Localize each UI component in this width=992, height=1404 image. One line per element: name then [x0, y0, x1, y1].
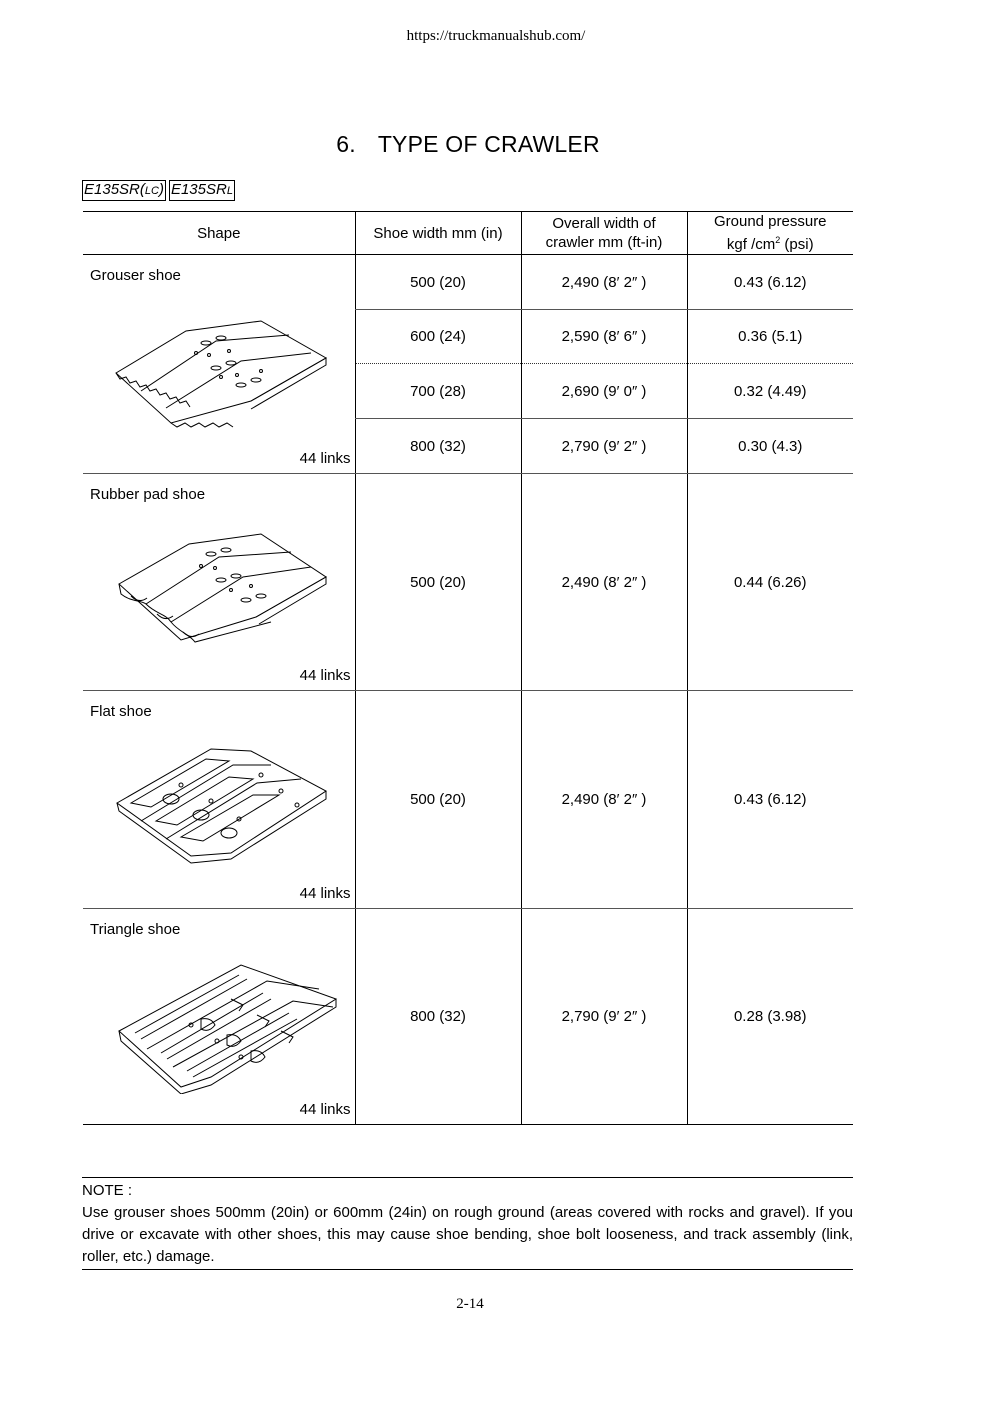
shoe-width-cell: 800 (32) — [355, 419, 521, 474]
shape-name: Triangle shoe — [90, 921, 181, 938]
shoe-width-cell: 500 (20) — [355, 255, 521, 310]
table-row — [83, 255, 853, 310]
model-badge-l: E135SRL — [169, 180, 235, 201]
header-overall-width: Overall width of crawler mm (ft-in) — [521, 212, 687, 255]
note-text: Use grouser shoes 500mm (20in) or 600mm (24in) on rough ground (areas covered with rocks and gravel). If you drive or excavate with other shoes, this may cause shoe bending, shoe bolt looseness, and track assembly (link, roller, etc.) damage. — [82, 1204, 853, 1265]
links-label: 44 links — [299, 885, 351, 902]
overall-width-cell: 2,490 (8′ 2″ ) — [521, 474, 687, 691]
flat-shoe-drawing — [111, 741, 331, 866]
shape-cell-triangle — [83, 909, 355, 1125]
model-badge-lc: E135SR(LC) — [82, 180, 166, 201]
ground-pressure-cell: 0.44 (6.26) — [687, 474, 853, 691]
header-ground-pressure: Ground pressure kgf $/cm^2$ (psi) — [687, 212, 853, 255]
model-labels — [82, 180, 238, 201]
triangle-shoe-drawing — [111, 959, 341, 1094]
crawler-table — [83, 211, 853, 1125]
overall-width-cell: 2,690 (9′ 0″ ) — [521, 364, 687, 419]
shape-cell-rubber-pad — [83, 474, 355, 691]
shoe-width-cell: 500 (20) — [355, 474, 521, 691]
shoe-width-cell: 800 (32) — [355, 909, 521, 1125]
note-label: NOTE : — [82, 1182, 133, 1199]
shape-name: Rubber pad shoe — [90, 486, 206, 503]
overall-width-cell: 2,490 (8′ 2″ ) — [521, 691, 687, 909]
table-header-row — [83, 212, 853, 255]
overall-width-cell: 2,790 (9′ 2″ ) — [521, 909, 687, 1125]
note-box — [82, 1177, 853, 1270]
header-shoe-width: Shoe width mm (in) — [355, 212, 521, 255]
shape-cell-grouser — [83, 255, 355, 474]
links-label: 44 links — [299, 667, 351, 684]
ground-pressure-cell: 0.36 (5.1) — [687, 310, 853, 364]
ground-pressure-cell: 0.28 (3.98) — [687, 909, 853, 1125]
links-label: 44 links — [299, 450, 351, 467]
ground-pressure-cell: 0.43 (6.12) — [687, 691, 853, 909]
page-title — [0, 131, 936, 158]
shape-name: Grouser shoe — [90, 267, 181, 284]
rubber-pad-shoe-drawing — [111, 522, 331, 652]
grouser-shoe-drawing — [111, 313, 331, 433]
shoe-width-cell: 600 (24) — [355, 310, 521, 364]
ground-pressure-cell: 0.30 (4.3) — [687, 419, 853, 474]
header-url: https://truckmanualshub.com/ — [406, 28, 586, 44]
overall-width-cell: 2,790 (9′ 2″ ) — [521, 419, 687, 474]
ground-pressure-cell: 0.32 (4.49) — [687, 364, 853, 419]
section-number: 6. — [336, 131, 356, 157]
overall-width-cell: 2,590 (8′ 6″ ) — [521, 310, 687, 364]
table-row — [83, 691, 853, 909]
section-title: TYPE OF CRAWLER — [377, 131, 600, 157]
overall-width-cell: 2,490 (8′ 2″ ) — [521, 255, 687, 310]
table-row — [83, 909, 853, 1125]
shoe-width-cell: 500 (20) — [355, 691, 521, 909]
page-number: 2-14 — [456, 1296, 484, 1312]
header-shape: Shape — [83, 212, 355, 255]
shape-cell-flat — [83, 691, 355, 909]
table-row — [83, 474, 853, 691]
shape-name: Flat shoe — [90, 703, 152, 720]
shoe-width-cell: 700 (28) — [355, 364, 521, 419]
links-label: 44 links — [299, 1101, 351, 1118]
ground-pressure-cell: 0.43 (6.12) — [687, 255, 853, 310]
